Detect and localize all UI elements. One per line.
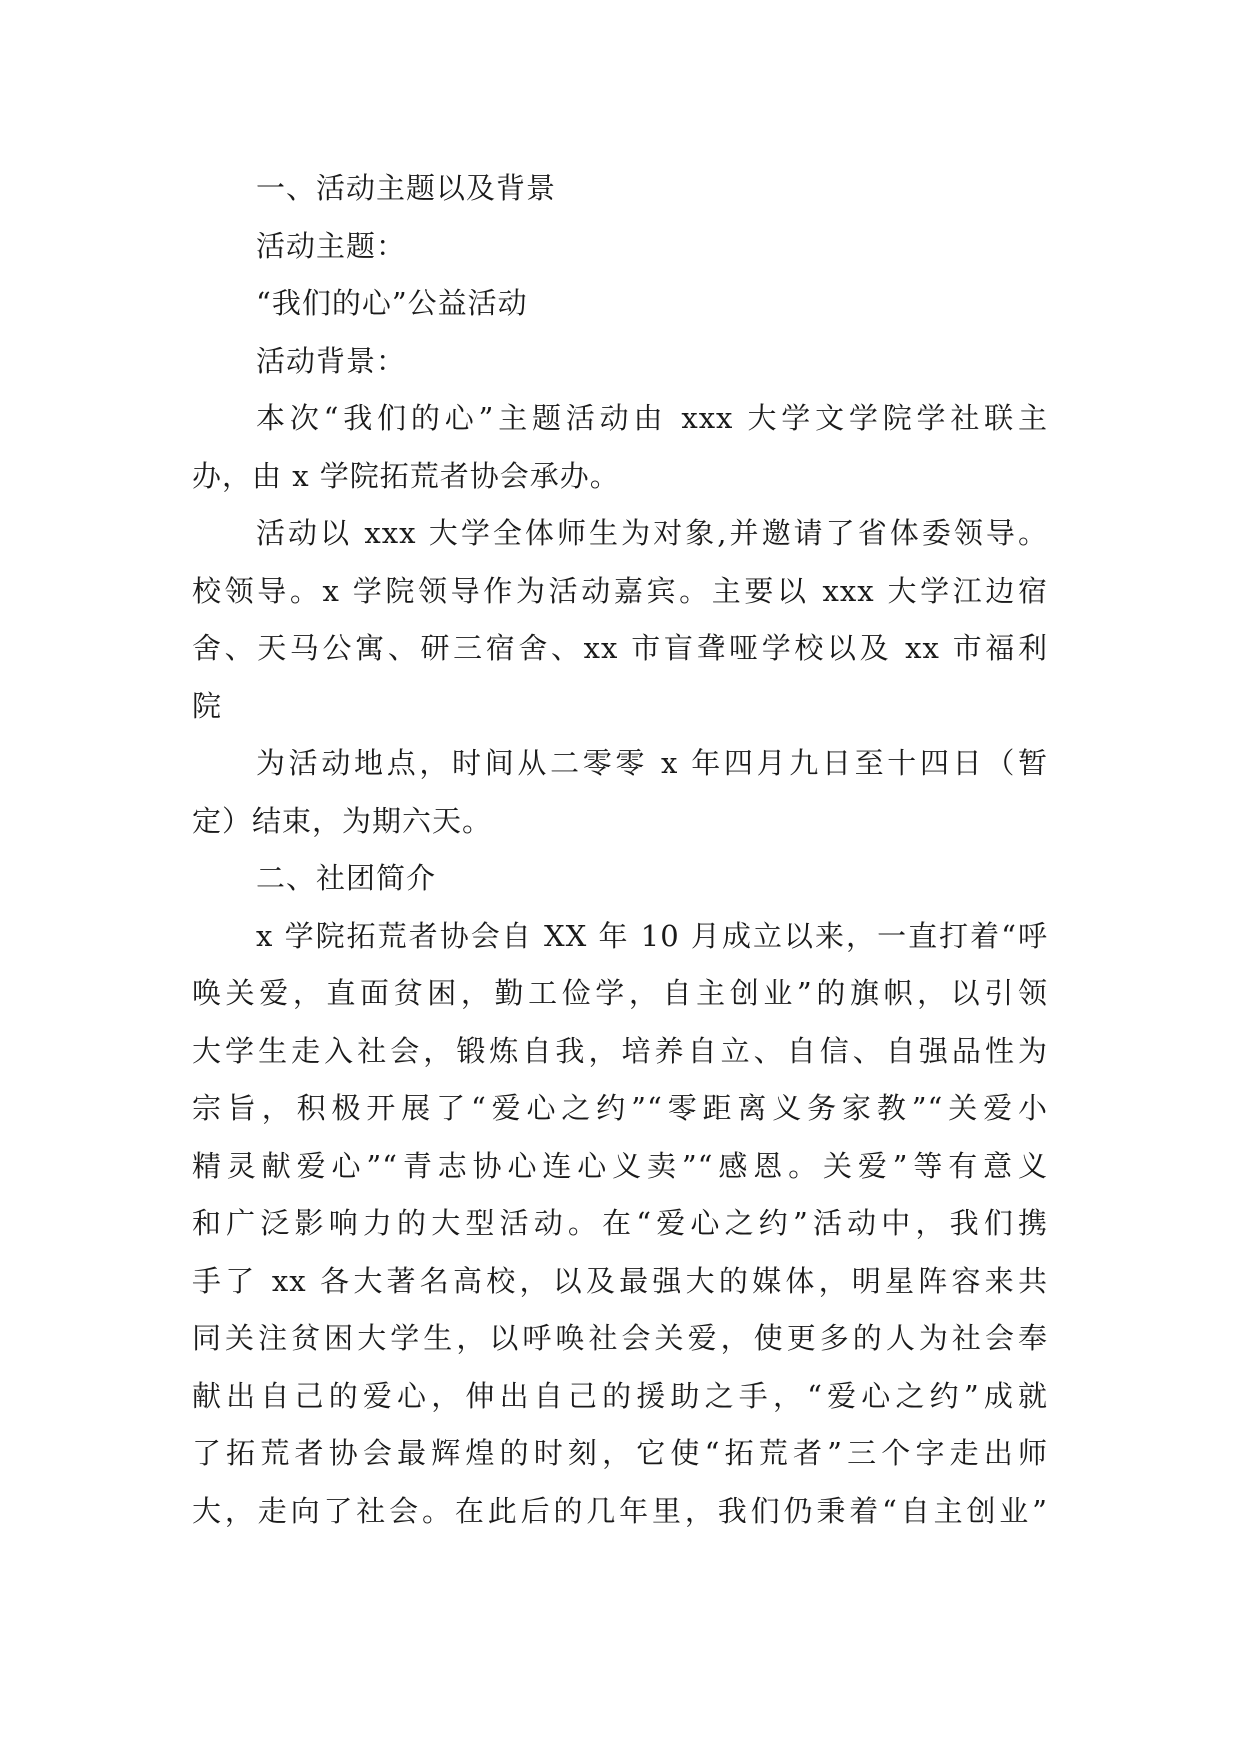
document-body: [192, 160, 1048, 1540]
text-line: 二、社团简介: [256, 861, 437, 895]
section-2-heading: [192, 850, 1048, 908]
paragraph-organizers: [192, 390, 1048, 505]
paragraph-participants: [192, 505, 1048, 735]
text-line: 本次“我们的心”主题活动由 xxx 大学文学院学社联主: [256, 401, 1048, 435]
text-line: 大，走向了社会。在此后的几年里，我们仍秉着“自主创业”: [192, 1493, 1048, 1528]
text-line: 活动以 xxx 大学全体师生为对象,并邀请了省体委领导。: [256, 516, 1048, 550]
paragraph-club-intro: [192, 908, 1048, 1541]
text-line: 办，由 x 学院拓荒者协会承办。: [192, 458, 620, 493]
text-line: 院: [192, 688, 223, 723]
section-1-heading: [192, 160, 1048, 218]
text-line: 舍、天马公寓、研三宿舍、xx 市盲聋哑学校以及 xx 市福利: [192, 631, 1048, 665]
text-line: 唤关爱，直面贫困，勤工俭学，自主创业”的旗帜，以引领: [192, 976, 1048, 1010]
text-line: 为活动地点，时间从二零零 x 年四月九日至十四日（暂: [256, 746, 1048, 780]
text-line: 献出自己的爱心，伸出自己的援助之手，“爱心之约”成就: [192, 1378, 1048, 1413]
paragraph-time: [192, 735, 1048, 850]
text-line: 手了 xx 各大著名高校，以及最强大的媒体，明星阵容来共: [192, 1263, 1048, 1298]
text-line: 和广泛影响力的大型活动。在“爱心之约”活动中，我们携: [192, 1206, 1048, 1240]
text-line: 了拓荒者协会最辉煌的时刻，它使“拓荒者”三个字走出师: [192, 1436, 1048, 1470]
text-line: 大学生走入社会，锻炼自我，培养自立、自信、自强品性为: [192, 1033, 1048, 1068]
text-line: x 学院拓荒者协会自 XX 年 10 月成立以来，一直打着“呼: [256, 918, 1048, 953]
text-line: 同关注贫困大学生，以呼唤社会关爱，使更多的人为社会奉: [192, 1321, 1048, 1355]
text-line: 宗旨，积极开展了“爱心之约”“零距离义务家教”“关爱小: [192, 1091, 1048, 1125]
text-line: 定）结束，为期六天。: [192, 803, 493, 838]
text-line: 精灵献爱心”“青志协心连心义卖”“感恩。关爱”等有意义: [192, 1148, 1048, 1183]
background-label: [192, 333, 1048, 391]
text-line: 活动背景：: [256, 343, 407, 378]
text-line: 一、活动主题以及背景: [256, 171, 557, 205]
text-line: 校领导。x 学院领导作为活动嘉宾。主要以 xxx 大学江边宿: [192, 573, 1048, 608]
text-line: “我们的心”公益活动: [256, 286, 528, 320]
theme-value: [192, 275, 1048, 333]
text-line: 活动主题：: [256, 228, 407, 263]
theme-label: [192, 218, 1048, 276]
